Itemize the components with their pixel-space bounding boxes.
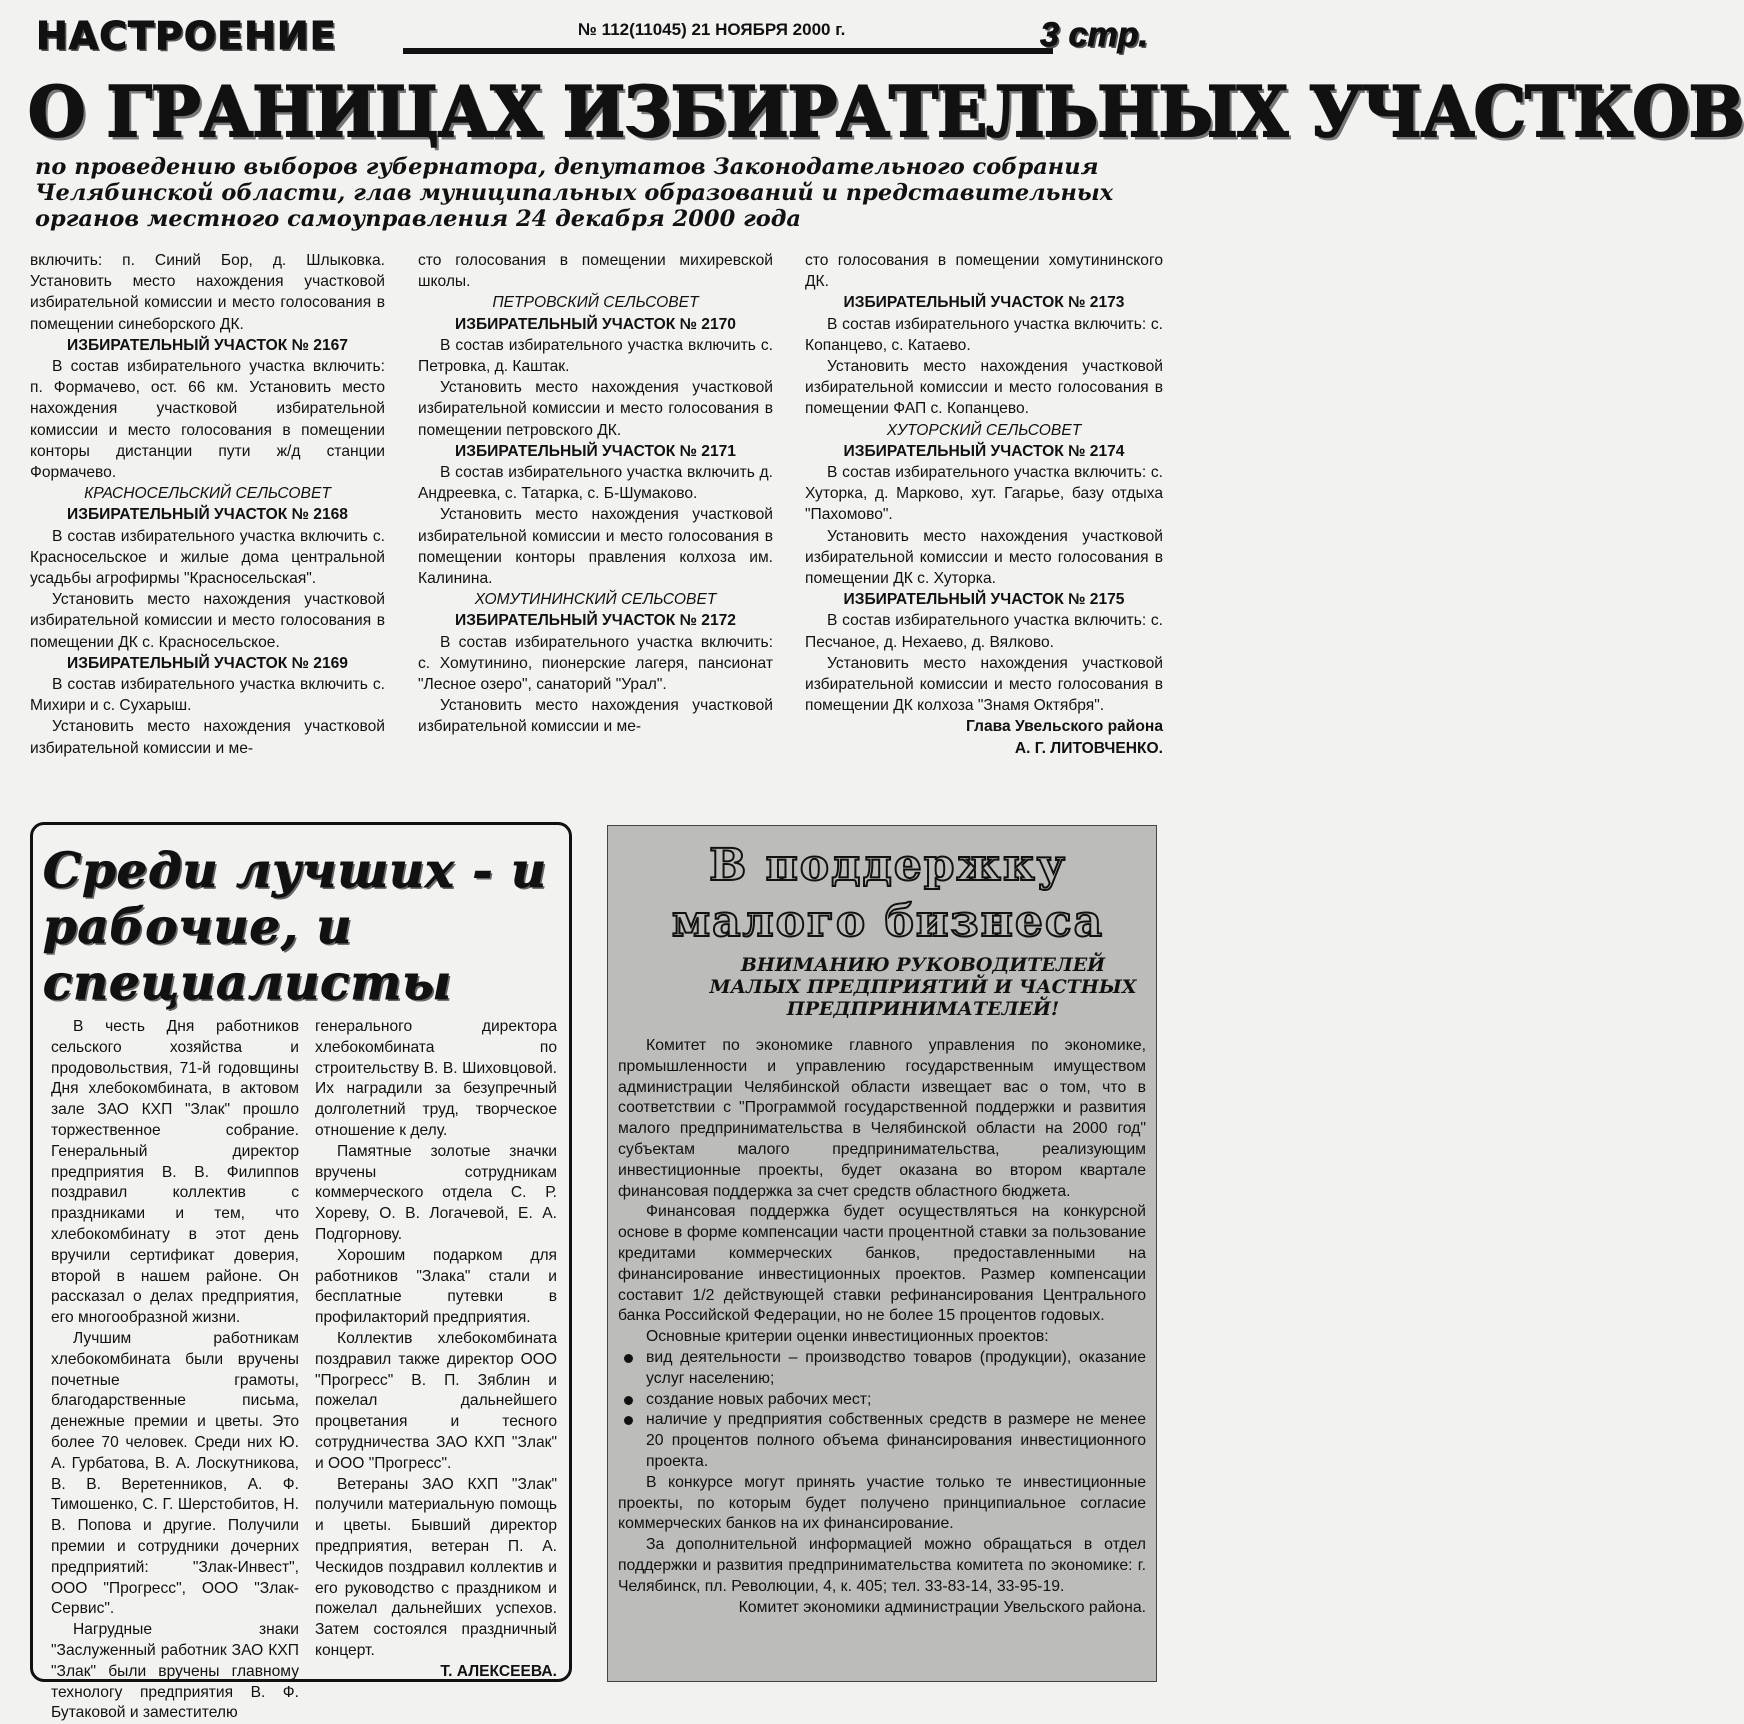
- article-title: В поддержку малого бизнеса: [671, 840, 1105, 947]
- section-heading: ИЗБИРАТЕЛЬНЫЙ УЧАСТОК № 2173: [843, 294, 1125, 312]
- paragraph: Установить место нахождения участковой избирательной комиссии и место голосования в помещении ФАП с. Копанцево.: [805, 358, 1163, 418]
- article-signature: Комитет экономики администрации Увельского района.: [738, 1598, 1146, 1616]
- article-column-1: [51, 1017, 299, 1724]
- text-column-2: [418, 250, 773, 738]
- paragraph: Ветераны ЗАО КХП "Злак" получили материальную помощь и цветы. Бывший директор предприятия, ветеран П. А. Ческидов поздравил коллектив и его руководство с праздником и пожелал дальнейших успехов. Затем состоялся праздничный концерт.: [315, 1475, 557, 1659]
- page-header: [28, 12, 1148, 62]
- section-heading: ИЗБИРАТЕЛЬНЫЙ УЧАСТОК № 2167: [67, 336, 348, 354]
- text-column-1: [30, 250, 385, 759]
- article-body: [618, 1036, 1146, 1618]
- district-heading: ПЕТРОВСКИЙ СЕЛЬСОВЕТ: [492, 294, 699, 312]
- paragraph: В состав избирательного участка включить: с. Хуторка, д. Марково, хут. Гагарье, базу отдыха "Пахомово".: [805, 464, 1163, 524]
- paragraph: В состав избирательного участка включить: п. Формачево, ост. 66 км. Установить место нахождения участковой избирательной комиссии и место голосования в помещении конторы дистанции пути ж/д станции Формачево.: [30, 358, 385, 482]
- paragraph: сто голосования в помещении хомутининского ДК.: [805, 252, 1163, 291]
- paragraph: Установить место нахождения участковой избирательной комиссии и ме-: [30, 718, 385, 757]
- paragraph: сто голосования в помещении михиревской школы.: [418, 252, 773, 291]
- paragraph: включить: п. Синий Бор, д. Шлыковка. Установить место нахождения участковой избирательной комиссии и место голосования в помещении синеборского ДК.: [30, 252, 385, 333]
- section-heading: ИЗБИРАТЕЛЬНЫЙ УЧАСТОК № 2174: [843, 442, 1125, 460]
- district-heading: ХУТОРСКИЙ СЕЛЬСОВЕТ: [886, 421, 1082, 439]
- section-heading: ИЗБИРАТЕЛЬНЫЙ УЧАСТОК № 2170: [455, 315, 736, 333]
- section-heading: ИЗБИРАТЕЛЬНЫЙ УЧАСТОК № 2168: [67, 506, 348, 524]
- section-heading: ИЗБИРАТЕЛЬНЫЙ УЧАСТОК № 2175: [843, 591, 1125, 609]
- paragraph: В состав избирательного участка включить: с. Хомутинино, пионерские лагеря, пансионат "Лесное озеро", санаторий "Урал".: [418, 633, 773, 694]
- article-column-2: [315, 1017, 557, 1683]
- section-heading: ИЗБИРАТЕЛЬНЫЙ УЧАСТОК № 2171: [455, 442, 736, 460]
- paragraph: Установить место нахождения участковой избирательной комиссии и место голосования в помещении ДК с. Хуторка.: [805, 527, 1163, 588]
- main-headline: О ГРАНИЦАХ ИЗБИРАТЕЛЬНЫХ УЧАСТКОВ: [28, 71, 1744, 153]
- paragraph: Установить место нахождения участковой избирательной комиссии и место голосования в помещении ДК колхоза "Знамя Октября".: [805, 654, 1163, 715]
- article-title: Среди лучших - и рабочие, и специалисты: [43, 843, 547, 1011]
- issue-info: № 112(11045) 21 НОЯБРЯ 2000 г.: [578, 20, 846, 39]
- paragraph: В состав избирательного участка включить с. Петровка, д. Каштак.: [418, 336, 773, 376]
- paragraph: В состав избирательного участка включить д. Андреевка, с. Татарка, с. Б-Шумаково.: [418, 464, 773, 503]
- section-title: НАСТРОЕНИЕ: [36, 14, 337, 58]
- paragraph: Лучшим работникам хлебокомбината были вручены почетные грамоты, благодарственные письма, денежные премии и цветы. Это более 70 человек. Среди них Ю. А. Гурбатова, В. А. Лоскутникова, В. В. Веретенников, А. Ф. Тимошенко, С. Г. Шерстобитов, Н. В. Попова и другие. Получили премии и сотрудники дочерних предприятий: "Злак-Инвест", ООО "Прогресс", ООО "Злак-Сервис".: [51, 1329, 299, 1618]
- paragraph: Установить место нахождения участковой избирательной комиссии и место голосования в помещении ДК с. Красносельское.: [30, 591, 385, 651]
- paragraph: Памятные золотые значки вручены сотрудникам коммерческого отдела С. Р. Хореву, О. В. Логачевой, Е. А. Подгорнову.: [315, 1142, 557, 1243]
- text-column-3: [805, 250, 1163, 759]
- page-number: 3 стр.: [1040, 16, 1148, 54]
- paragraph: Нагрудные знаки "Заслуженный работник ЗАО КХП "Злак" были вручены главному технологу предприятия В. Ф. Бутаковой и заместителю: [51, 1621, 299, 1722]
- section-heading: ИЗБИРАТЕЛЬНЫЙ УЧАСТОК № 2172: [455, 612, 736, 630]
- list-item: наличие у предприятия собственных средств в размере не менее 20 процентов полного объема финансирования инвестиционного проекта.: [618, 1410, 1146, 1472]
- subheadline: по проведению выборов губернатора, депутатов Законодательного собрания Челябинской области, глав муниципальных образований и представительных органов местного самоуправления 24 декабря 2000 года: [35, 154, 1114, 232]
- criteria-list: [618, 1348, 1146, 1473]
- paragraph: Установить место нахождения участковой избирательной комиссии и место голосования в помещении петровского ДК.: [418, 379, 773, 439]
- paragraph: В конкурсе могут принять участие только те инвестиционные проекты, по которым будет получено принципиальное согласие коммерческих банков на их финансирование.: [618, 1473, 1146, 1533]
- list-item: создание новых рабочих мест;: [618, 1390, 1146, 1411]
- article-best-workers: [30, 822, 572, 1722]
- paragraph: Установить место нахождения участковой избирательной комиссии и место голосования в помещении конторы правления колхоза им. Калинина.: [418, 506, 773, 588]
- list-item: вид деятельности – производство товаров (продукции), оказание услуг населению;: [618, 1348, 1146, 1390]
- paragraph: В состав избирательного участка включить с. Михири и с. Сухарыш.: [30, 676, 385, 715]
- paragraph: В состав избирательного участка включить: с. Песчаное, д. Нехаево, д. Вялково.: [805, 612, 1163, 651]
- paragraph: В честь Дня работников сельского хозяйства и продовольствия, 71-й годовщины Дня хлебокомбината, в актовом зале ЗАО КХП "Злак" прошло торжественное собрание. Генеральный директор предприятия В. В. Филиппов поздравил коллектив с праздниками и тем, что хлебокомбинату в этот день вручили сертификат доверия, второй в нашем районе. Он рассказал о делах предприятия, его многообразной жизни.: [51, 1018, 299, 1327]
- signature-title: Глава Увельского района: [965, 718, 1163, 736]
- paragraph: За дополнительной информацией можно обращаться в отдел поддержки и развития предпринимательства комитета по экономике: г. Челябинск, пл. Революции, 4, к. 405; тел. 33-83-14, 33-95-19.: [618, 1536, 1146, 1595]
- paragraph: Основные критерии оценки инвестиционных проектов:: [646, 1328, 1049, 1346]
- signature-name: А. Г. ЛИТОВЧЕНКО.: [1014, 739, 1163, 757]
- district-heading: КРАСНОСЕЛЬСКИЙ СЕЛЬСОВЕТ: [84, 485, 331, 503]
- article-small-business: [607, 825, 1157, 1682]
- article-author: Т. АЛЕКСЕЕВА.: [440, 1662, 557, 1680]
- paragraph: В состав избирательного участка включить: с. Копанцево, с. Катаево.: [805, 315, 1163, 354]
- article-attention: ВНИМАНИЮ РУКОВОДИТЕЛЕЙ МАЛЫХ ПРЕДПРИЯТИЙ И ЧАСТНЫХ ПРЕДПРИНИМАТЕЛЕЙ!: [709, 954, 1137, 1020]
- paragraph: Установить место нахождения участковой избирательной комиссии и ме-: [418, 697, 773, 736]
- paragraph: В состав избирательного участка включить с. Красносельское и жилые дома центральной усадьбы агрофирмы "Красносельская".: [30, 527, 385, 588]
- paragraph: Хорошим подарком для работников "Злака" стали и бесплатные путевки в профилакторий предприятия.: [315, 1246, 557, 1327]
- paragraph: Коллектив хлебокомбината поздравил также директор ООО "Прогресс" В. П. Зяблин и пожелал дальнейшего процветания и тесного сотрудничества ЗАО КХП "Злак" и ООО "Прогресс".: [315, 1329, 557, 1472]
- paragraph: Финансовая поддержка будет осуществляться на конкурсной основе в форме компенсации части процентной ставки за пользование кредитами коммерческих банков, предоставленными на финансирование инвестиционных проектов. Размер компенсации составит 1/2 действующей ставки рефинансирования Центрального банка Российской Федерации, но не более 15 процентов годовых.: [618, 1203, 1146, 1325]
- district-heading: ХОМУТИНИНСКИЙ СЕЛЬСОВЕТ: [474, 591, 717, 609]
- paragraph: генерального директора хлебокомбината по строительству В. В. Шиховцовой. Их наградили за безупречный долголетний труд, творческое отношение к делу.: [315, 1018, 557, 1139]
- section-heading: ИЗБИРАТЕЛЬНЫЙ УЧАСТОК № 2169: [67, 654, 348, 672]
- paragraph: Комитет по экономике главного управления по экономике, промышленности и управлению государственным имуществом администрации Челябинской области извещает вас о том, что в соответствии с "Программой государственной поддержки и развития малого предпринимательства в Челябинской области на 2000 год" субъектам малого предпринимательства, реализующим инвестиционные проекты, будет оказана во втором квартале финансовая поддержка за счет средств областного бюджета.: [618, 1037, 1146, 1200]
- header-rule: [403, 48, 1053, 54]
